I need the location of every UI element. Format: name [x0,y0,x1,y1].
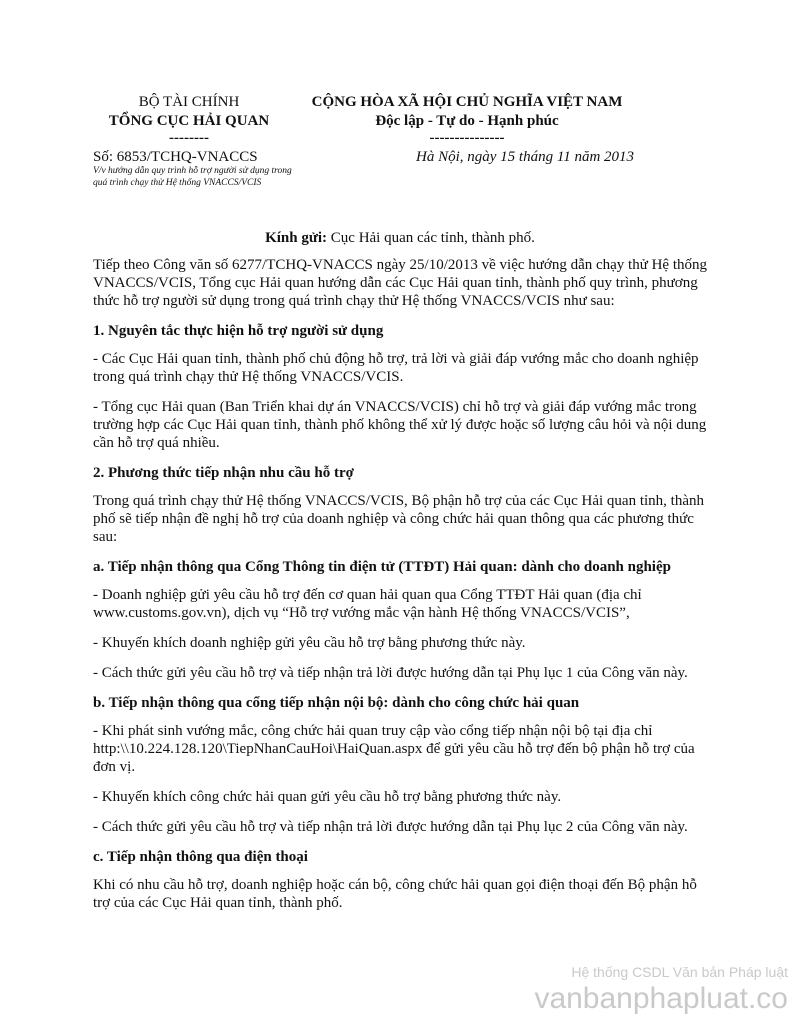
recipient-label: Kính gửi: [265,230,328,246]
section-a-title: a. Tiếp nhận thông qua Cổng Thông tin điện tử (TTĐT) Hải quan: dành cho doanh nghiệp [93,559,671,575]
national-title-block [292,93,642,146]
section-b-paragraph-3: - Cách thức gửi yêu cầu hỗ trợ và tiếp nhận trả lời được hướng dẫn tại Phụ lục 2 của Công văn này. [93,819,688,835]
nation-name: CỘNG HÒA XÃ HỘI CHỦ NGHĨA VIỆT NAM [311,94,623,110]
section-1-paragraph-1: - Các Cục Hải quan tỉnh, thành phố chủ động hỗ trợ, trả lời và giải đáp vướng mắc cho doanh nghiệp trong quá trình chạy thử Hệ thống VNACCS/VCIS. [93,351,699,385]
document-body [93,256,713,924]
section-1-title: 1. Nguyên tắc thực hiện hỗ trợ người sử dụng [93,323,384,339]
issuer-block [86,93,292,146]
watermark-line-1: Hệ thống CSDL Văn bản Pháp luật [571,964,788,980]
ministry-name: BỘ TÀI CHÍNH [138,94,240,110]
issuer-divider: -------- [169,130,209,146]
recipient-line [0,229,800,248]
agency-name: TỔNG CỤC HẢI QUAN [108,113,270,129]
section-c-paragraph-1: Khi có nhu cầu hỗ trợ, doanh nghiệp hoặc cán bộ, công chức hải quan gọi điện thoại đến Bộ phận hỗ trợ của các Cục Hải quan tỉnh, thành phố. [93,877,697,911]
section-b-paragraph-1: - Khi phát sinh vướng mắc, công chức hải quan truy cập vào cổng tiếp nhận nội bộ tại địa chỉ http:\\10.224.128.120\TiepNhanCauHoi\HaiQuan.aspx để gửi yêu cầu hỗ trợ đến bộ phận hỗ trợ của đơn vị. [93,723,695,775]
watermark-footer [534,963,788,1017]
intro-paragraph: Tiếp theo Công văn số 6277/TCHQ-VNACCS ngày 25/10/2013 về việc hướng dẫn chạy thử Hệ thống VNACCS/VCIS, Tổng cục Hải quan hướng dẫn các Cục Hải quan tỉnh, thành phố quy trình, phương thức hỗ trợ người sử dụng trong quá trình chạy thử Hệ thống VNACCS/VCIS như sau: [93,257,708,309]
section-a-paragraph-3: - Cách thức gửi yêu cầu hỗ trợ và tiếp nhận trả lời được hướng dẫn tại Phụ lục 1 của Công văn này. [93,665,688,681]
section-c-title: c. Tiếp nhận thông qua điện thoại [93,849,308,865]
national-motto: Độc lập - Tự do - Hạnh phúc [375,113,559,129]
section-2-paragraph-1: Trong quá trình chạy thử Hệ thống VNACCS/VCIS, Bộ phận hỗ trợ của các Cục Hải quan tỉnh, thành phố sẽ tiếp nhận đề nghị hỗ trợ của doanh nghiệp và công chức hải quan thông qua các phương thức sau: [93,493,704,545]
section-b-title: b. Tiếp nhận thông qua cổng tiếp nhận nội bộ: dành cho công chức hải quan [93,695,580,711]
document-subject: V/v hướng dẫn quy trình hỗ trợ người sử dụng trong quá trình chạy thử Hệ thống VNACCS/VCIS [93,166,292,188]
motto-divider: --------------- [429,130,505,146]
document-number: Số: 6853/TCHQ-VNACCS [93,149,258,165]
section-1-paragraph-2: - Tổng cục Hải quan (Ban Triển khai dự án VNACCS/VCIS) chỉ hỗ trợ và giải đáp vướng mắc trong trường hợp các Cục Hải quan tỉnh, thành phố không thể xử lý được hoặc số lượng câu hỏi và nội dung cần hỗ trợ quá nhiều. [93,399,707,451]
section-2-title: 2. Phương thức tiếp nhận nhu cầu hỗ trợ [93,465,354,481]
section-b-paragraph-2: - Khuyến khích công chức hải quan gửi yêu cầu hỗ trợ bằng phương thức này. [93,789,562,805]
recipient-text: Cục Hải quan các tỉnh, thành phố. [327,230,535,246]
watermark-site: vanbanphapluat.co [534,982,788,1015]
issue-date: Hà Nội, ngày 15 tháng 11 năm 2013 [416,149,635,165]
section-a-paragraph-1: - Doanh nghiệp gửi yêu cầu hỗ trợ đến cơ quan hải quan qua Cổng TTĐT Hải quan (địa chỉ www.customs.gov.vn), dịch vụ “Hỗ trợ vướng mắc vận hành Hệ thống VNACCS/VCIS”, [93,587,642,621]
section-a-paragraph-2: - Khuyến khích doanh nghiệp gửi yêu cầu hỗ trợ bằng phương thức này. [93,635,526,651]
